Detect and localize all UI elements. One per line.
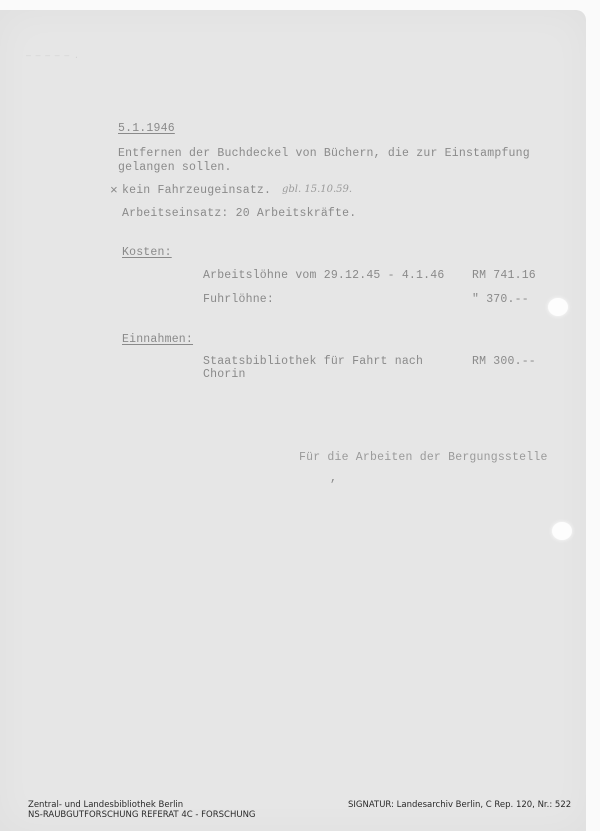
scanned-page	[0, 10, 586, 831]
x-mark: ×	[110, 183, 119, 198]
document-date: 5.1.1946	[118, 122, 175, 135]
income-amount: RM 300.--	[472, 355, 536, 368]
footer-library: Zentral- und Landesbibliothek Berlin	[28, 800, 184, 810]
income-label-line2: Chorin	[203, 368, 246, 381]
signature-mark: ,	[330, 472, 338, 485]
cost-amount: RM 741.16	[472, 269, 536, 282]
vehicle-line: kein Fahrzeugeinsatz.	[122, 184, 272, 197]
footer-left	[28, 800, 256, 820]
punch-hole-top	[548, 298, 568, 316]
signature-line: Für die Arbeiten der Bergungsstelle	[299, 451, 548, 464]
punch-hole-bottom	[552, 522, 572, 540]
task-description-line1: Entfernen der Buchdeckel von Büchern, die zur Einstampfung	[118, 147, 530, 160]
footer-department: NS-RAUBGUTFORSCHUNG REFERAT 4C - FORSCHUNG	[28, 810, 256, 820]
income-label-line1: Staatsbibliothek für Fahrt nach	[203, 355, 424, 368]
handwritten-note: gbl. 15.10.59.	[282, 184, 353, 195]
task-description-line2: gelangen sollen.	[118, 161, 232, 174]
cost-amount: " 370.--	[472, 293, 529, 306]
income-heading: Einnahmen:	[122, 333, 194, 346]
costs-heading: Kosten:	[122, 246, 172, 259]
footer-signature: SIGNATUR: Landesarchiv Berlin, C Rep. 120, Nr.: 522	[348, 800, 572, 810]
cost-label: Arbeitslöhne vom 29.12.45 - 4.1.46	[203, 269, 445, 282]
bleed-through-marks: — — — — — .	[26, 52, 79, 61]
cost-label: Fuhrlöhne:	[203, 293, 275, 306]
labor-line: Arbeitseinsatz: 20 Arbeitskräfte.	[122, 207, 357, 220]
